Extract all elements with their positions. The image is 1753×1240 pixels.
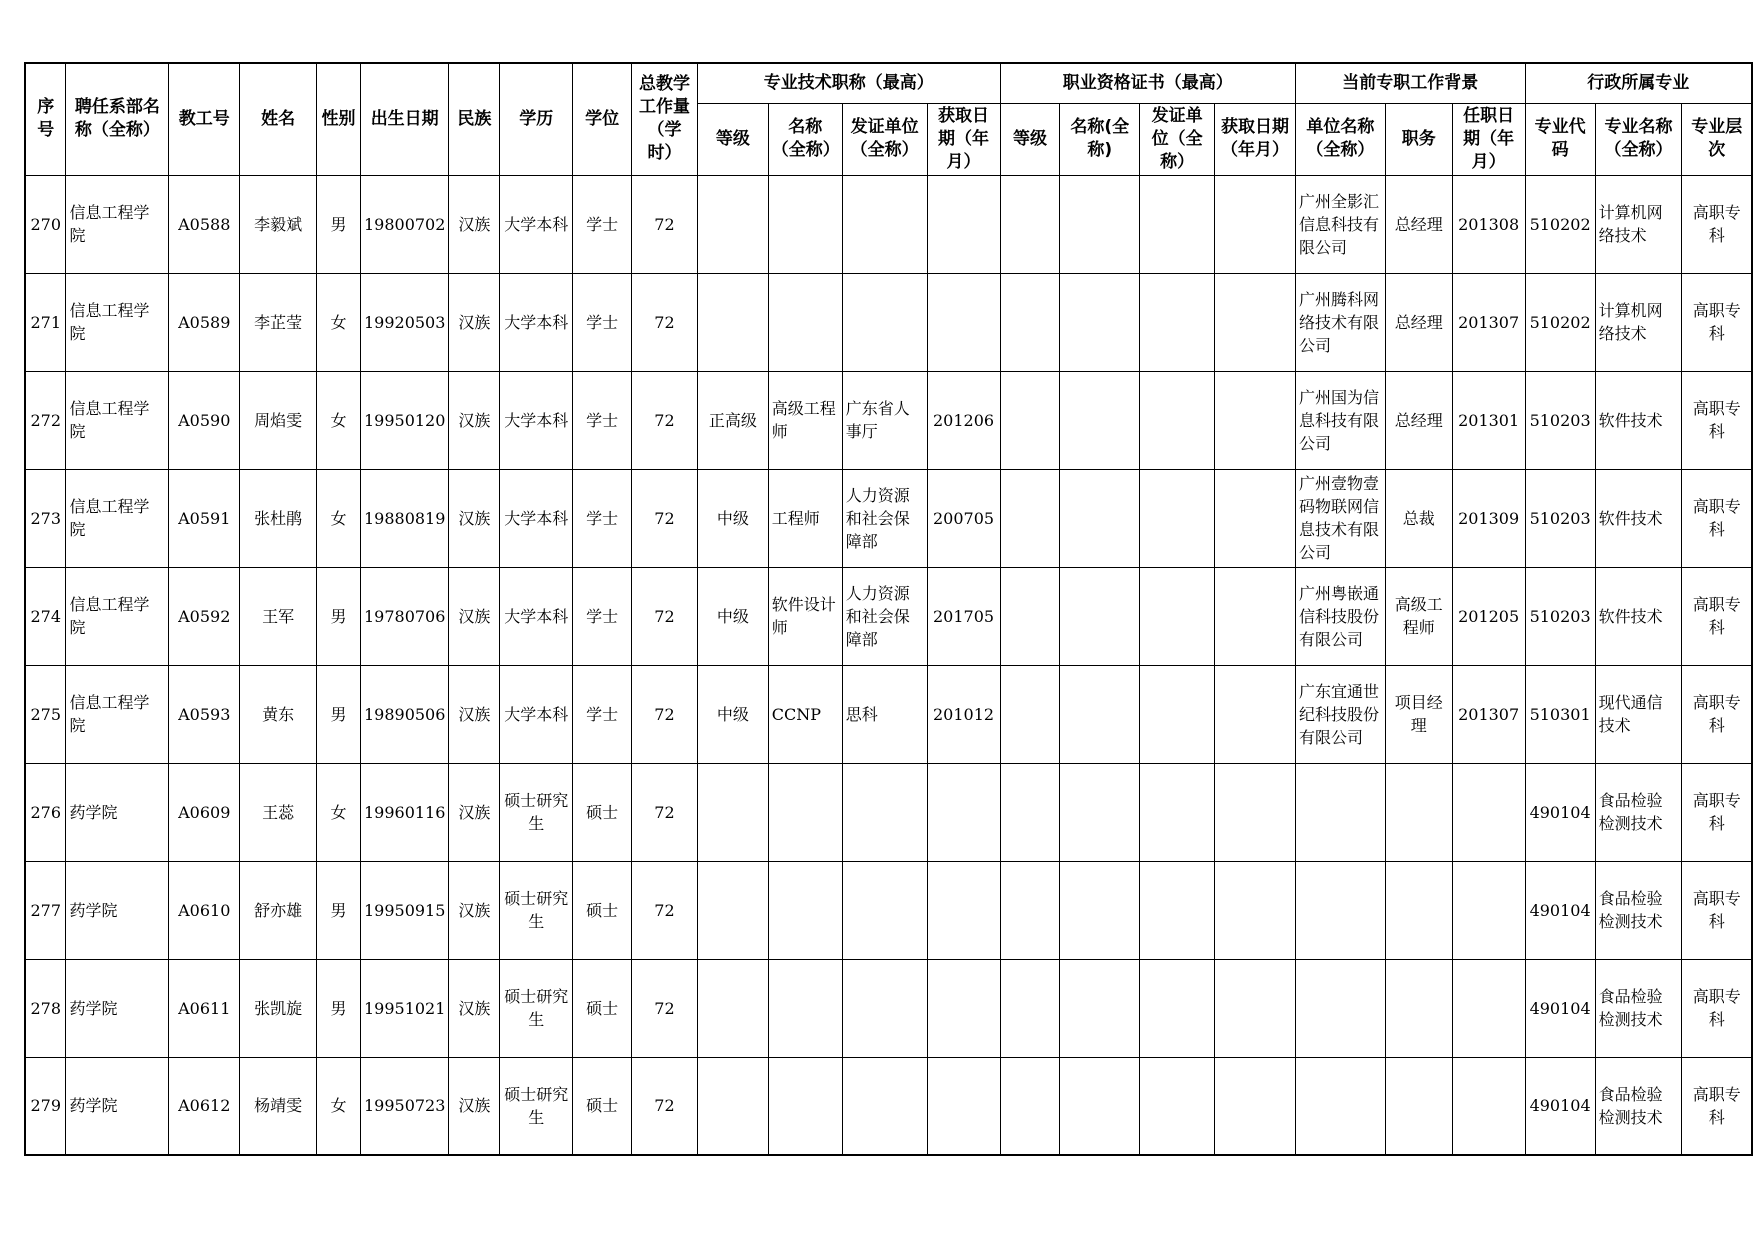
cell-cert-issuer	[1140, 371, 1215, 469]
cell-employer	[1295, 763, 1385, 861]
cell-workload: 72	[632, 469, 698, 567]
cell-name: 黄东	[240, 665, 317, 763]
cell-position	[1385, 763, 1452, 861]
cell-ethnicity: 汉族	[449, 959, 500, 1057]
header-title-issuer: 发证单位（全称）	[842, 103, 927, 175]
cell-degree: 学士	[573, 665, 632, 763]
cell-title-date	[927, 959, 1000, 1057]
cell-title-level: 中级	[697, 665, 768, 763]
header-ethnicity: 民族	[449, 63, 500, 175]
cell-seq: 271	[25, 273, 66, 371]
cell-cert-date	[1215, 175, 1296, 273]
cell-major-code: 510202	[1525, 273, 1595, 371]
cell-cert-issuer	[1140, 175, 1215, 273]
cell-workload: 72	[632, 1057, 698, 1155]
cell-ethnicity: 汉族	[449, 175, 500, 273]
header-cert-issuer: 发证单位（全称）	[1140, 103, 1215, 175]
cell-position: 总经理	[1385, 371, 1452, 469]
cell-employer: 广州国为信息科技有限公司	[1295, 371, 1385, 469]
cell-degree: 学士	[573, 567, 632, 665]
header-major-level: 专业层次	[1682, 103, 1752, 175]
header-major-name: 专业名称（全称）	[1595, 103, 1682, 175]
cell-cert-issuer	[1140, 567, 1215, 665]
cell-staff-id: A0592	[169, 567, 240, 665]
cell-employer: 广州全影汇信息科技有限公司	[1295, 175, 1385, 273]
cell-title-name	[768, 1057, 842, 1155]
cell-position: 总裁	[1385, 469, 1452, 567]
cell-position-date	[1452, 861, 1525, 959]
cell-degree: 学士	[573, 371, 632, 469]
cell-major-name: 软件技术	[1595, 371, 1682, 469]
cell-cert-name	[1060, 175, 1140, 273]
cell-title-name	[768, 763, 842, 861]
cell-major-name: 计算机网络技术	[1595, 175, 1682, 273]
cell-major-code: 490104	[1525, 861, 1595, 959]
cell-staff-id: A0589	[169, 273, 240, 371]
cell-title-date: 201705	[927, 567, 1000, 665]
cell-gender: 男	[317, 861, 361, 959]
cell-cert-date	[1215, 959, 1296, 1057]
cell-cert-issuer	[1140, 861, 1215, 959]
cell-name: 舒亦雄	[240, 861, 317, 959]
cell-major-name: 食品检验检测技术	[1595, 1057, 1682, 1155]
cell-name: 王蕊	[240, 763, 317, 861]
cell-major-name: 软件技术	[1595, 567, 1682, 665]
cell-cert-name	[1060, 273, 1140, 371]
cell-cert-date	[1215, 469, 1296, 567]
cell-education: 硕士研究生	[500, 763, 573, 861]
cell-dept: 信息工程学院	[66, 175, 169, 273]
cell-cert-name	[1060, 861, 1140, 959]
cell-education: 硕士研究生	[500, 1057, 573, 1155]
cell-seq: 275	[25, 665, 66, 763]
cell-major-level: 高职专科	[1682, 1057, 1752, 1155]
table-row	[25, 763, 1752, 861]
header-cert-level: 等级	[1000, 103, 1060, 175]
cell-position-date: 201308	[1452, 175, 1525, 273]
cell-cert-level	[1000, 861, 1060, 959]
cell-cert-name	[1060, 469, 1140, 567]
cell-title-date	[927, 273, 1000, 371]
table-row	[25, 469, 1752, 567]
cell-cert-date	[1215, 567, 1296, 665]
cell-employer	[1295, 1057, 1385, 1155]
cell-title-issuer	[842, 273, 927, 371]
cell-cert-name	[1060, 763, 1140, 861]
cell-title-issuer: 广东省人事厅	[842, 371, 927, 469]
header-education: 学历	[500, 63, 573, 175]
cell-cert-name	[1060, 371, 1140, 469]
cell-dept: 信息工程学院	[66, 371, 169, 469]
cell-position-date	[1452, 959, 1525, 1057]
table-row	[25, 665, 1752, 763]
cell-staff-id: A0611	[169, 959, 240, 1057]
cell-dept: 信息工程学院	[66, 665, 169, 763]
cell-ethnicity: 汉族	[449, 371, 500, 469]
cell-ethnicity: 汉族	[449, 469, 500, 567]
cell-position-date	[1452, 763, 1525, 861]
cell-education: 硕士研究生	[500, 861, 573, 959]
cell-position: 项目经理	[1385, 665, 1452, 763]
header-cert-date: 获取日期（年月）	[1215, 103, 1296, 175]
header-major-code: 专业代码	[1525, 103, 1595, 175]
cell-title-level	[697, 763, 768, 861]
cell-cert-level	[1000, 273, 1060, 371]
cell-degree: 硕士	[573, 763, 632, 861]
cell-title-level	[697, 175, 768, 273]
cell-position	[1385, 861, 1452, 959]
cell-title-name: 高级工程师	[768, 371, 842, 469]
cell-ethnicity: 汉族	[449, 861, 500, 959]
cell-birth: 19800702	[360, 175, 448, 273]
cell-cert-name	[1060, 1057, 1140, 1155]
cell-position: 高级工程师	[1385, 567, 1452, 665]
cell-title-issuer: 人力资源和社会保障部	[842, 567, 927, 665]
cell-workload: 72	[632, 665, 698, 763]
cell-ethnicity: 汉族	[449, 1057, 500, 1155]
cell-name: 杨靖雯	[240, 1057, 317, 1155]
cell-gender: 男	[317, 567, 361, 665]
cell-dept: 药学院	[66, 763, 169, 861]
cell-title-issuer	[842, 1057, 927, 1155]
cell-degree: 硕士	[573, 959, 632, 1057]
cell-education: 大学本科	[500, 273, 573, 371]
cell-major-name: 食品检验检测技术	[1595, 861, 1682, 959]
cell-birth: 19951021	[360, 959, 448, 1057]
cell-cert-level	[1000, 665, 1060, 763]
cell-cert-date	[1215, 1057, 1296, 1155]
cell-name: 李毅斌	[240, 175, 317, 273]
cell-staff-id: A0591	[169, 469, 240, 567]
cell-title-level: 中级	[697, 469, 768, 567]
cell-major-code: 490104	[1525, 959, 1595, 1057]
cell-workload: 72	[632, 959, 698, 1057]
cell-major-code: 510203	[1525, 469, 1595, 567]
cell-title-issuer	[842, 861, 927, 959]
header-workload: 总教学工作量（学时）	[632, 63, 698, 175]
header-background-group: 当前专职工作背景	[1295, 63, 1525, 103]
cell-dept: 药学院	[66, 959, 169, 1057]
cell-major-level: 高职专科	[1682, 567, 1752, 665]
cell-dept: 信息工程学院	[66, 273, 169, 371]
cell-staff-id: A0612	[169, 1057, 240, 1155]
header-row-group	[25, 63, 1752, 103]
cell-position-date: 201309	[1452, 469, 1525, 567]
cell-dept: 信息工程学院	[66, 469, 169, 567]
cell-seq: 277	[25, 861, 66, 959]
cell-title-level	[697, 861, 768, 959]
cell-seq: 273	[25, 469, 66, 567]
cell-title-level: 正高级	[697, 371, 768, 469]
table-row	[25, 273, 1752, 371]
header-cert-group: 职业资格证书（最高）	[1000, 63, 1295, 103]
cell-degree: 学士	[573, 469, 632, 567]
cell-name: 张杜鹃	[240, 469, 317, 567]
cell-major-name: 计算机网络技术	[1595, 273, 1682, 371]
header-position: 职务	[1385, 103, 1452, 175]
cell-cert-date	[1215, 273, 1296, 371]
cell-gender: 女	[317, 273, 361, 371]
cell-title-issuer: 思科	[842, 665, 927, 763]
cell-birth: 19880819	[360, 469, 448, 567]
cell-dept: 药学院	[66, 861, 169, 959]
cell-education: 硕士研究生	[500, 959, 573, 1057]
cell-employer: 广州腾科网络技术有限公司	[1295, 273, 1385, 371]
cell-major-name: 现代通信技术	[1595, 665, 1682, 763]
cell-major-level: 高职专科	[1682, 175, 1752, 273]
cell-title-issuer	[842, 175, 927, 273]
cell-gender: 男	[317, 959, 361, 1057]
cell-major-code: 490104	[1525, 1057, 1595, 1155]
cell-position: 总经理	[1385, 273, 1452, 371]
cell-cert-date	[1215, 665, 1296, 763]
cell-workload: 72	[632, 371, 698, 469]
cell-title-level	[697, 1057, 768, 1155]
table-body	[25, 175, 1752, 1155]
cell-title-date: 201206	[927, 371, 1000, 469]
cell-seq: 276	[25, 763, 66, 861]
cell-education: 大学本科	[500, 175, 573, 273]
cell-title-name: 软件设计师	[768, 567, 842, 665]
cell-name: 李芷莹	[240, 273, 317, 371]
table-row	[25, 861, 1752, 959]
cell-staff-id: A0588	[169, 175, 240, 273]
cell-major-code: 510203	[1525, 567, 1595, 665]
cell-education: 大学本科	[500, 469, 573, 567]
header-employer: 单位名称（全称）	[1295, 103, 1385, 175]
cell-position-date: 201307	[1452, 665, 1525, 763]
cell-cert-date	[1215, 861, 1296, 959]
cell-workload: 72	[632, 567, 698, 665]
cell-title-level: 中级	[697, 567, 768, 665]
cell-cert-level	[1000, 371, 1060, 469]
cell-position-date	[1452, 1057, 1525, 1155]
cell-title-name	[768, 273, 842, 371]
cell-dept: 信息工程学院	[66, 567, 169, 665]
cell-major-level: 高职专科	[1682, 469, 1752, 567]
table-row	[25, 959, 1752, 1057]
cell-cert-issuer	[1140, 469, 1215, 567]
header-birth: 出生日期	[360, 63, 448, 175]
cell-gender: 男	[317, 665, 361, 763]
cell-major-code: 490104	[1525, 763, 1595, 861]
cell-position: 总经理	[1385, 175, 1452, 273]
cell-dept: 药学院	[66, 1057, 169, 1155]
cell-gender: 男	[317, 175, 361, 273]
cell-title-issuer	[842, 763, 927, 861]
cell-staff-id: A0590	[169, 371, 240, 469]
cell-title-name	[768, 175, 842, 273]
cell-major-code: 510202	[1525, 175, 1595, 273]
cell-major-level: 高职专科	[1682, 273, 1752, 371]
cell-major-level: 高职专科	[1682, 861, 1752, 959]
cell-title-name	[768, 959, 842, 1057]
cell-title-level	[697, 273, 768, 371]
cell-cert-level	[1000, 175, 1060, 273]
cell-birth: 19960116	[360, 763, 448, 861]
cell-major-level: 高职专科	[1682, 763, 1752, 861]
cell-degree: 学士	[573, 175, 632, 273]
cell-gender: 女	[317, 371, 361, 469]
header-title-date: 获取日期（年月）	[927, 103, 1000, 175]
cell-title-name: 工程师	[768, 469, 842, 567]
cell-employer	[1295, 959, 1385, 1057]
cell-staff-id: A0609	[169, 763, 240, 861]
cell-birth: 19920503	[360, 273, 448, 371]
header-gender: 性别	[317, 63, 361, 175]
cell-education: 大学本科	[500, 567, 573, 665]
cell-seq: 270	[25, 175, 66, 273]
header-position-date: 任职日期（年月）	[1452, 103, 1525, 175]
cell-position	[1385, 959, 1452, 1057]
cell-cert-name	[1060, 959, 1140, 1057]
cell-major-level: 高职专科	[1682, 665, 1752, 763]
cell-birth: 19950120	[360, 371, 448, 469]
cell-major-name: 食品检验检测技术	[1595, 959, 1682, 1057]
cell-workload: 72	[632, 861, 698, 959]
cell-cert-date	[1215, 371, 1296, 469]
header-degree: 学位	[573, 63, 632, 175]
cell-ethnicity: 汉族	[449, 665, 500, 763]
cell-workload: 72	[632, 763, 698, 861]
cell-name: 王军	[240, 567, 317, 665]
header-title-level: 等级	[697, 103, 768, 175]
cell-cert-issuer	[1140, 273, 1215, 371]
cell-title-date	[927, 175, 1000, 273]
cell-education: 大学本科	[500, 371, 573, 469]
cell-title-date	[927, 763, 1000, 861]
cell-staff-id: A0610	[169, 861, 240, 959]
cell-cert-level	[1000, 469, 1060, 567]
cell-cert-level	[1000, 763, 1060, 861]
cell-major-name: 食品检验检测技术	[1595, 763, 1682, 861]
cell-cert-issuer	[1140, 959, 1215, 1057]
cell-ethnicity: 汉族	[449, 273, 500, 371]
cell-cert-level	[1000, 1057, 1060, 1155]
header-major-group: 行政所属专业	[1525, 63, 1752, 103]
cell-birth: 19950915	[360, 861, 448, 959]
cell-cert-name	[1060, 567, 1140, 665]
cell-position	[1385, 1057, 1452, 1155]
cell-seq: 279	[25, 1057, 66, 1155]
cell-seq: 274	[25, 567, 66, 665]
table-row	[25, 175, 1752, 273]
cell-title-name: CCNP	[768, 665, 842, 763]
header-cert-name: 名称(全称)	[1060, 103, 1140, 175]
cell-cert-issuer	[1140, 665, 1215, 763]
cell-major-code: 510203	[1525, 371, 1595, 469]
header-seq: 序号	[25, 63, 66, 175]
cell-education: 大学本科	[500, 665, 573, 763]
cell-birth: 19780706	[360, 567, 448, 665]
cell-cert-level	[1000, 959, 1060, 1057]
cell-employer: 广州粤嵌通信科技股份有限公司	[1295, 567, 1385, 665]
cell-title-issuer	[842, 959, 927, 1057]
cell-name: 张凯旋	[240, 959, 317, 1057]
cell-gender: 女	[317, 469, 361, 567]
cell-seq: 278	[25, 959, 66, 1057]
cell-ethnicity: 汉族	[449, 763, 500, 861]
cell-workload: 72	[632, 175, 698, 273]
cell-title-issuer: 人力资源和社会保障部	[842, 469, 927, 567]
cell-major-name: 软件技术	[1595, 469, 1682, 567]
cell-title-date	[927, 861, 1000, 959]
cell-workload: 72	[632, 273, 698, 371]
cell-position-date: 201205	[1452, 567, 1525, 665]
cell-name: 周焰雯	[240, 371, 317, 469]
cell-title-date: 201012	[927, 665, 1000, 763]
table-row	[25, 1057, 1752, 1155]
cell-employer: 广州壹物壹码物联网信息技术有限公司	[1295, 469, 1385, 567]
cell-cert-issuer	[1140, 1057, 1215, 1155]
cell-title-date: 200705	[927, 469, 1000, 567]
header-dept: 聘任系部名称（全称）	[66, 63, 169, 175]
cell-gender: 女	[317, 1057, 361, 1155]
cell-degree: 硕士	[573, 1057, 632, 1155]
cell-cert-issuer	[1140, 763, 1215, 861]
cell-birth: 19950723	[360, 1057, 448, 1155]
cell-degree: 硕士	[573, 861, 632, 959]
staff-table	[24, 62, 1753, 1156]
header-staff-id: 教工号	[169, 63, 240, 175]
cell-major-level: 高职专科	[1682, 371, 1752, 469]
cell-cert-name	[1060, 665, 1140, 763]
cell-major-level: 高职专科	[1682, 959, 1752, 1057]
cell-staff-id: A0593	[169, 665, 240, 763]
cell-cert-level	[1000, 567, 1060, 665]
cell-gender: 女	[317, 763, 361, 861]
header-name: 姓名	[240, 63, 317, 175]
cell-seq: 272	[25, 371, 66, 469]
header-title-group: 专业技术职称（最高）	[697, 63, 1000, 103]
cell-birth: 19890506	[360, 665, 448, 763]
cell-employer: 广东宜通世纪科技股份有限公司	[1295, 665, 1385, 763]
table-row	[25, 371, 1752, 469]
cell-ethnicity: 汉族	[449, 567, 500, 665]
cell-employer	[1295, 861, 1385, 959]
cell-major-code: 510301	[1525, 665, 1595, 763]
cell-position-date: 201307	[1452, 273, 1525, 371]
cell-position-date: 201301	[1452, 371, 1525, 469]
table-row	[25, 567, 1752, 665]
cell-degree: 学士	[573, 273, 632, 371]
cell-title-name	[768, 861, 842, 959]
cell-title-level	[697, 959, 768, 1057]
cell-cert-date	[1215, 763, 1296, 861]
cell-title-date	[927, 1057, 1000, 1155]
header-title-name: 名称（全称）	[768, 103, 842, 175]
